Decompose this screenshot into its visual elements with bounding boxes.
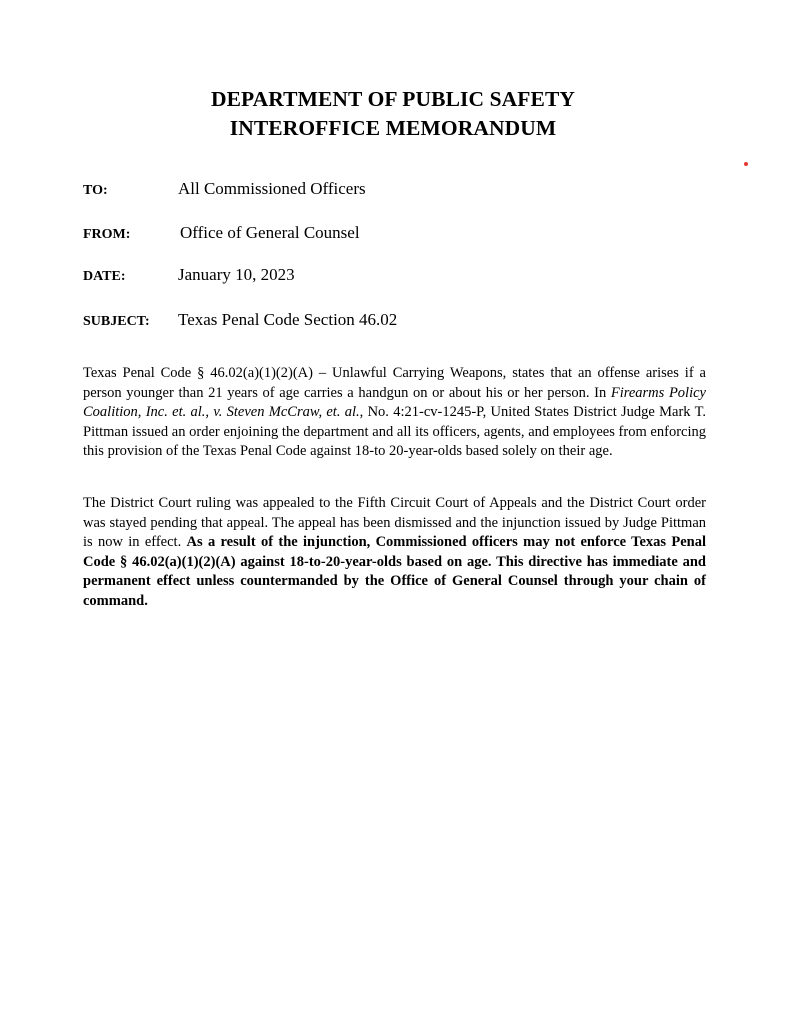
memo-title-line-2: INTEROFFICE MEMORANDUM [229, 116, 557, 140]
case-name: Firearms Policy Coalition, Inc. et. al., v. Steven McCraw, et. al. [83, 384, 706, 420]
date-row [83, 266, 723, 290]
to-value: All Commissioned Officers [178, 179, 366, 198]
subject-label: SUBJECT: [83, 314, 150, 329]
from-value: Office of General Counsel [180, 223, 360, 242]
body-paragraph-1 [83, 364, 706, 462]
body-paragraph-2 [83, 494, 706, 611]
subject-row [83, 311, 723, 335]
paragraph-2-text: The District Court ruling was appealed to the Fifth Circuit Court of Appeals and the District Court order was stayed pending that appeal. The appeal has been dismissed and the injunction issued by Judge Pittman is now in effect. [83, 495, 706, 550]
paragraph-1-text-b: , No. 4:21-cv-1245-P, United States District Judge Mark T. Pittman issued an order enjoining the department and all its officers, agents, and employees from enforcing this provision of the Texas Penal Code against 18-to 20-year-olds based solely on their age. [83, 404, 706, 459]
memo-title-line-1: DEPARTMENT OF PUBLIC SAFETY [210, 87, 576, 111]
to-row [83, 180, 723, 204]
red-marker-dot [744, 162, 748, 166]
from-label: FROM: [83, 227, 131, 242]
to-label: TO: [83, 183, 108, 198]
paragraph-1-text-a: Texas Penal Code § 46.02(a)(1)(2)(A) – Unlawful Carrying Weapons, states that an offense arises if a person younger than 21 years of age carries a handgun on or about his or her person. In [83, 365, 706, 401]
date-value: January 10, 2023 [178, 265, 295, 284]
subject-value: Texas Penal Code Section 46.02 [178, 310, 398, 329]
from-row [83, 224, 723, 248]
date-label: DATE: [83, 269, 126, 284]
directive-text: As a result of the injunction, Commissioned officers may not enforce Texas Penal Code § 46.02(a)(1)(2)(A) against 18-to-20-year-olds based on age. This directive has immediate and permanent effect unless countermanded by the Office of General Counsel through your chain of command. [83, 534, 706, 609]
